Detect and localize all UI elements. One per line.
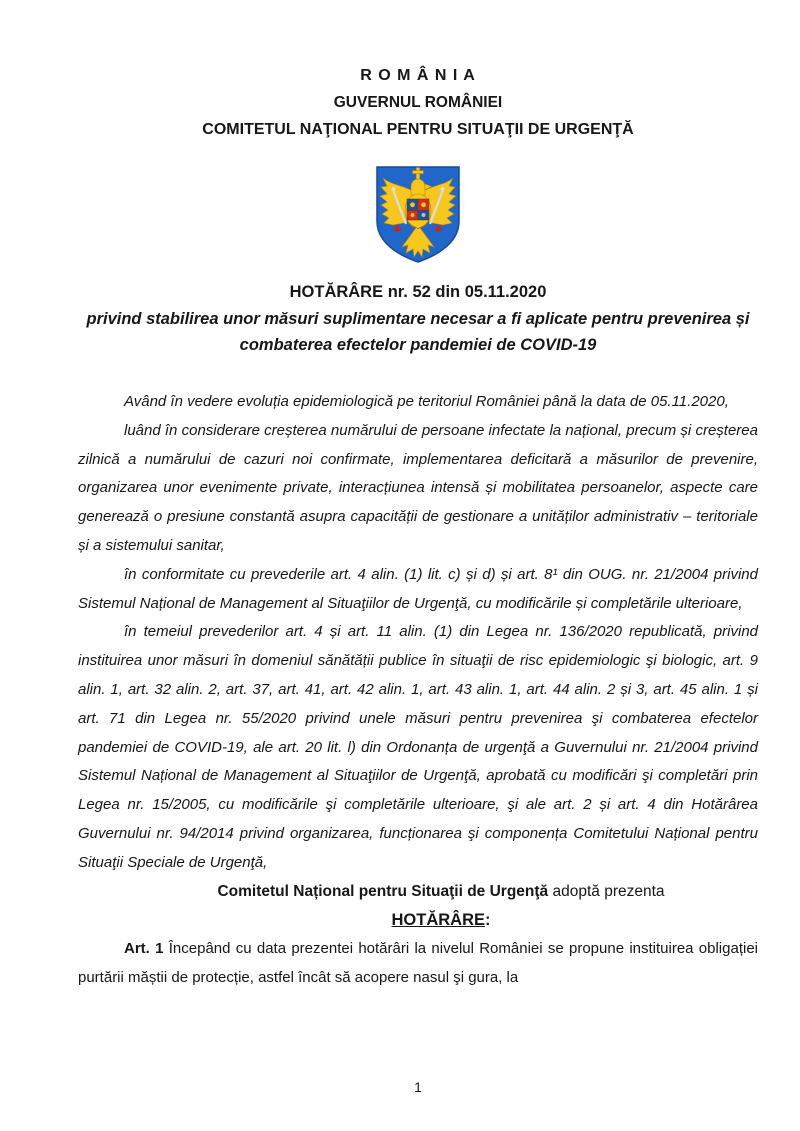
decree-word: HOTĂRÂRE [391, 911, 485, 930]
adoption-rest: adoptă prezenta [548, 882, 665, 900]
decision-subtitle: privind stabilirea unor măsuri suplimentare necesar a fi aplicate pentru prevenirea și combaterea efectelor pandemiei de COVID-19 [86, 310, 750, 354]
preamble-paragraph-2: luând în considerare creșterea numărului de persoane infectate la național, precum și creșterea zilnică a numărului de cazuri noi confirmate, implementarea deficitară a măsurilor de prevenire, organizarea unor evenimente private, interacțiunea intensă și mobilitatea persoanelor, aspecte care generează o presiune constantă asupra capacității de gestionare a unităților administrativ – teritoriale și a sistemului sanitar, [78, 421, 758, 554]
decree-colon: : [485, 911, 491, 930]
decree-heading [78, 906, 758, 935]
header-committee: COMITETUL NAŢIONAL PENTRU SITUAŢII DE URGENŢĂ [202, 121, 634, 138]
header-country: R O M Â N I A [360, 67, 476, 84]
decision-title: HOTĂRÂRE nr. 52 din 05.11.2020 [289, 283, 547, 301]
preamble-paragraph-1: Având în vedere evoluția epidemiologică pe teritoriul României până la data de 05.11.2020, [124, 393, 729, 410]
preamble-paragraph-3: în conformitate cu prevederile art. 4 alin. (1) lit. c) și d) și art. 8¹ din OUG. nr. 21/2004 privind Sistemul Național de Management al Situaţiilor de Urgenţă, cu modificările și completările ulterioare, [78, 565, 758, 612]
header-government: GUVERNUL ROMÂNIEI [333, 94, 503, 111]
romania-coat-of-arms-icon [372, 165, 464, 265]
article-1-label: Art. 1 [124, 940, 164, 958]
page-number: 1 [414, 1079, 422, 1095]
article-1-paragraph [78, 935, 758, 993]
document-body [78, 388, 758, 993]
adoption-committee-name: Comitetul Național pentru Situaţii de Urgenţă [217, 882, 549, 900]
document-header [78, 62, 758, 143]
adoption-line [78, 878, 758, 907]
decision-title-block [78, 279, 758, 358]
preamble-paragraph-4: în temeiul prevederilor art. 4 și art. 11 alin. (1) din Legea nr. 136/2020 republicată, privind instituirea unor măsuri în domeniul sănătății publice în situaţii de risc epidemiologic şi biologic, art. 9 alin. 1, art. 32 alin. 2, art. 37, art. 41, art. 42 alin. 1, art. 43 alin. 1, art. 44 alin. 2 și 3, art. 45 alin. 1 și art. 71 din Legea nr. 55/2020 privind unele măsuri pentru prevenirea şi combaterea efectelor pandemiei de COVID-19, ale art. 20 lit. l) din Ordonanța de urgenţă a Guvernului nr. 21/2004 privind Sistemul Național de Management al Situaţiilor de Urgenţă, aprobată cu modificări şi completări prin Legea nr. 15/2005, cu modificările şi completările ulterioare, şi ale art. 2 și art. 4 din Hotărârea Guvernului nr. 94/2014 privind organizarea, funcționarea şi componența Comitetului Național pentru Situaţii Speciale de Urgenţă, [78, 623, 758, 871]
article-1-text: Începând cu data prezentei hotărâri la nivelul României se propune instituirea obligației purtării măștii de protecție, astfel încât să acopere nasul şi gura, la [78, 940, 759, 986]
